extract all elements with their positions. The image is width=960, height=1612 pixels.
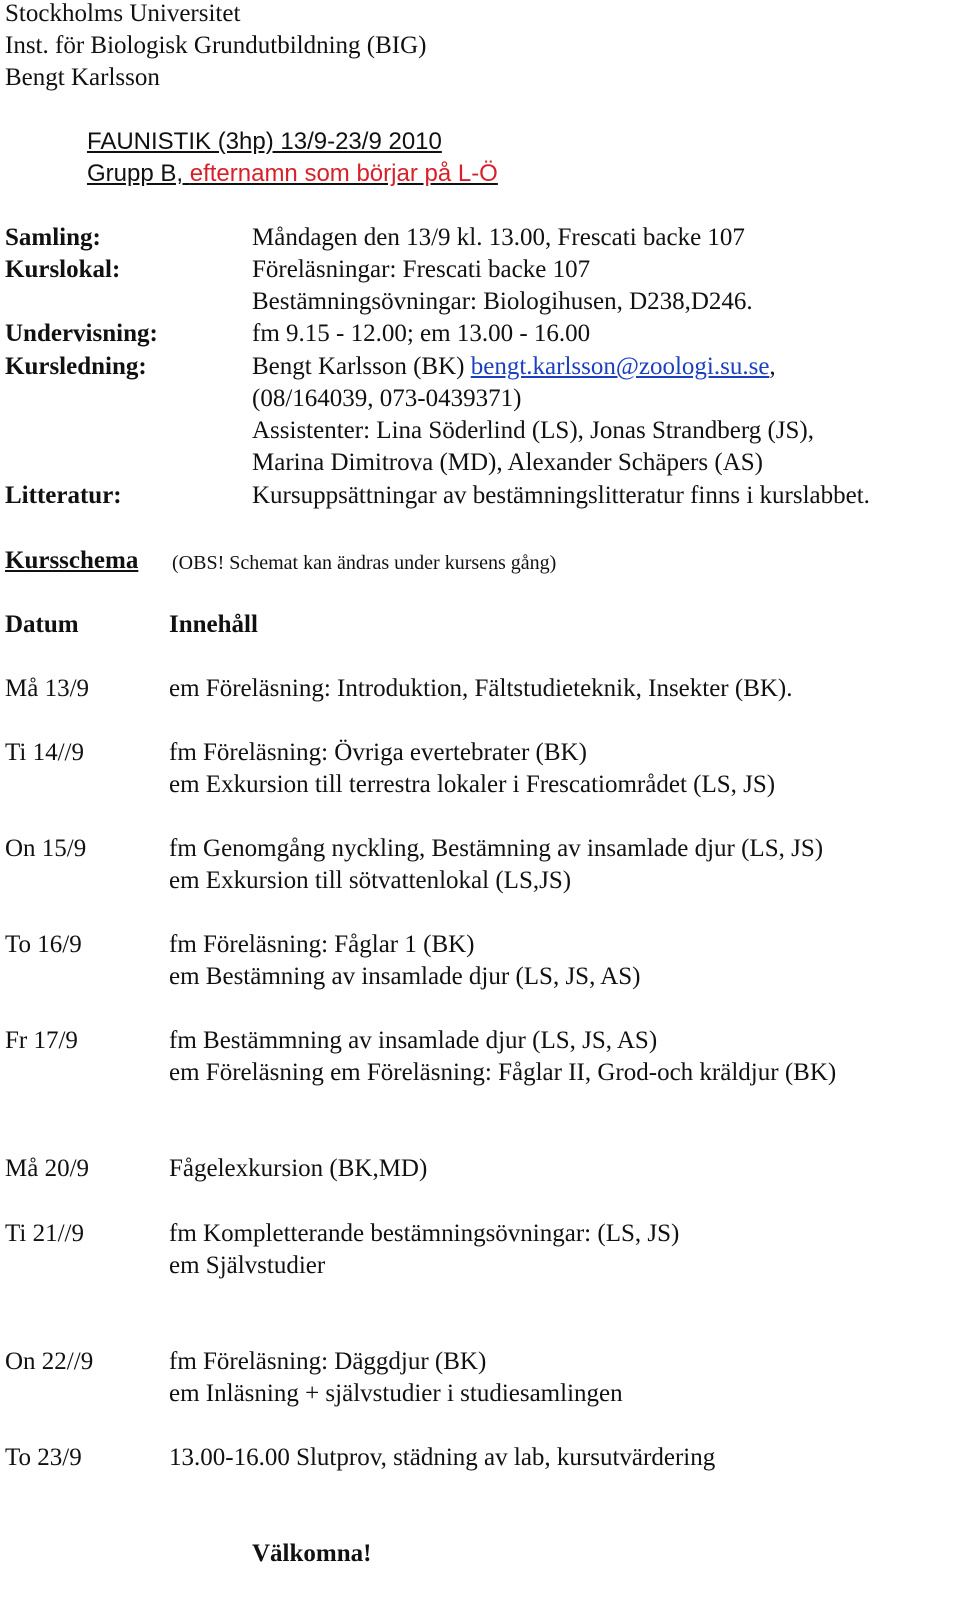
- schedule-row-date: Ti 21//9: [5, 1220, 84, 1247]
- schedule-row-line: em Föreläsning em Föreläsning: Fåglar II, Grod-och kräldjur (BK): [169, 1059, 837, 1086]
- author-name: Bengt Karlsson: [5, 64, 160, 91]
- schedule-row-date: Fr 17/9: [5, 1027, 78, 1054]
- litteratur-value: Kursuppsättningar av bestämningslitteratur finns i kurslabbet.: [252, 482, 870, 509]
- schedule-row-date: On 15/9: [5, 835, 87, 862]
- undervisning-value: fm 9.15 - 12.00; em 13.00 - 16.00: [252, 320, 591, 347]
- email-link[interactable]: bengt.karlsson@zoologi.su.se: [470, 353, 770, 380]
- assistenter-line-2: Marina Dimitrova (MD), Alexander Schäpers (AS): [252, 449, 763, 476]
- schedule-row-date: Må 13/9: [5, 675, 90, 702]
- assistenter-line-1: Assistenter: Lina Söderlind (LS), Jonas Strandberg (JS),: [252, 417, 814, 444]
- schedule-row-line: em Självstudier: [169, 1252, 326, 1279]
- schedule-row-line: fm Föreläsning: Övriga evertebrater (BK): [169, 739, 587, 766]
- schedule-row-line: em Exkursion till terrestra lokaler i Frescatiområdet (LS, JS): [169, 771, 776, 798]
- schedule-row-line: fm Föreläsning: Fåglar 1 (BK): [169, 931, 475, 958]
- group-prefix: Grupp B,: [87, 160, 190, 187]
- group-highlight: efternamn som börjar på L-Ö: [189, 160, 498, 187]
- schedule-row-date: Må 20/9: [5, 1155, 90, 1182]
- kurslokal-label: Kurslokal:: [5, 256, 121, 283]
- closing-greeting: Välkomna!: [252, 1540, 372, 1567]
- schedule-row-line: em Föreläsning: Introduktion, Fältstudieteknik, Insekter (BK).: [169, 675, 793, 702]
- litteratur-label: Litteratur:: [5, 482, 122, 509]
- schedule-row-date: Ti 14//9: [5, 739, 84, 766]
- kursledning-name: Bengt Karlsson (BK): [252, 353, 471, 380]
- course-group: [87, 158, 498, 190]
- samling-label: Samling:: [5, 224, 101, 251]
- kursledning-label: Kursledning:: [5, 353, 147, 380]
- schedule-note: (OBS! Schemat kan ändras under kursens gång): [172, 552, 557, 574]
- schedule-row-line: em Inläsning + självstudier i studiesamlingen: [169, 1380, 623, 1407]
- schedule-row-line: fm Kompletterande bestämningsövningar: (LS, JS): [169, 1220, 680, 1247]
- schedule-heading: Kursschema: [5, 547, 139, 574]
- course-title: FAUNISTIK (3hp) 13/9-23/9 2010: [87, 128, 442, 155]
- schedule-row-line: fm Bestämmning av insamlade djur (LS, JS, AS): [169, 1027, 658, 1054]
- schedule-row-date: On 22//9: [5, 1348, 94, 1375]
- schedule-row-line: fm Genomgång nyckling, Bestämning av insamlade djur (LS, JS): [169, 835, 824, 862]
- schedule-row-line: Fågelexkursion (BK,MD): [169, 1155, 428, 1182]
- institute-name: Inst. för Biologisk Grundutbildning (BIG): [5, 32, 427, 59]
- university-name: Stockholms Universitet: [5, 0, 241, 27]
- column-header-content: Innehåll: [169, 611, 258, 638]
- samling-value: Måndagen den 13/9 kl. 13.00, Frescati backe 107: [252, 224, 745, 251]
- kurslokal-line-2: Bestämningsövningar: Biologihusen, D238,D246.: [252, 288, 753, 315]
- schedule-row-date: To 16/9: [5, 931, 82, 958]
- column-header-date: Datum: [5, 611, 79, 638]
- schedule-row-line: 13.00-16.00 Slutprov, städning av lab, kursutvärdering: [169, 1444, 716, 1471]
- undervisning-label: Undervisning:: [5, 320, 158, 347]
- kursledning-phone: (08/164039, 073-0439371): [252, 385, 522, 412]
- kursledning-comma: ,: [769, 353, 776, 380]
- kurslokal-line-1: Föreläsningar: Frescati backe 107: [252, 256, 591, 283]
- schedule-row-line: em Exkursion till sötvattenlokal (LS,JS): [169, 867, 572, 894]
- kursledning-line: [252, 351, 776, 383]
- schedule-row-line: em Bestämning av insamlade djur (LS, JS, AS): [169, 963, 641, 990]
- schedule-row-date: To 23/9: [5, 1444, 82, 1471]
- schedule-row-line: fm Föreläsning: Däggdjur (BK): [169, 1348, 487, 1375]
